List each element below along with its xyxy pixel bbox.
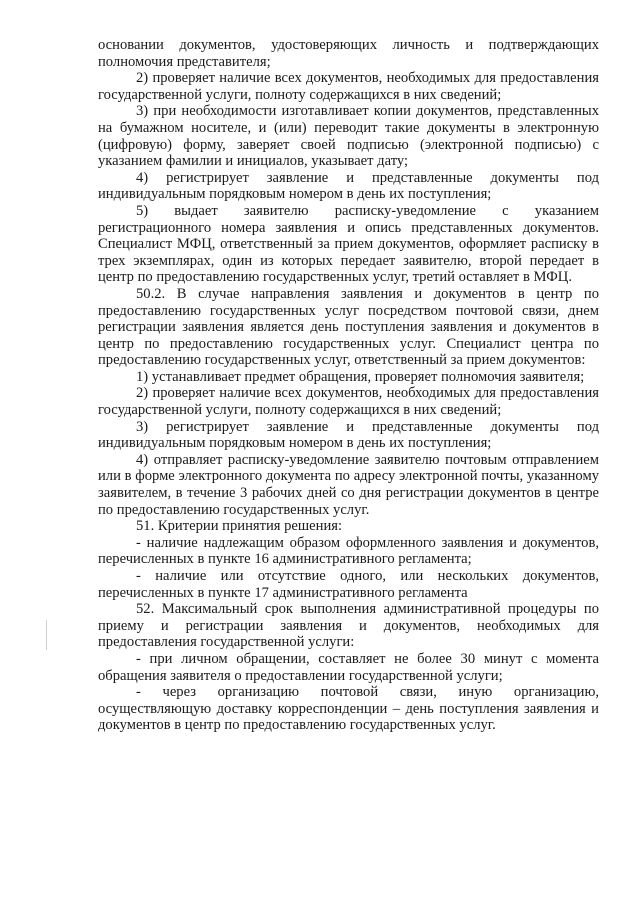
document-page (98, 37, 599, 734)
paragraph-item-4: 4) регистрирует заявление и представленные документы под индивидуальным порядковым номером в день их поступления; (98, 169, 599, 203)
paragraph-50-2: 50.2. В случае направления заявления и документов в центр по предоставлению государственных услуг посредством почтовой связи, днем регистрации заявления является день поступления заявления и документов в центр по предоставлению государственных услуг. Специалист центра по предоставлению государственных услуг, ответственный за прием документов: (98, 285, 599, 369)
paragraph-52-term-1: - при личном обращении, составляет не более 30 минут с момента обращения заявителя о предоставлении государственной услуги; (98, 650, 599, 684)
paragraph-50-2-item-3: 3) регистрирует заявление и представленные документы под индивидуальным порядковым номером в день их поступления; (98, 418, 599, 452)
paragraph-continuation: основании документов, удостоверяющих личность и подтверждающих полномочия представителя; (98, 37, 599, 70)
paragraph-50-2-item-4: 4) отправляет расписку-уведомление заявителю почтовым отправлением или в форме электронного документа по адресу электронной почты, указанному заявителем, в течение 3 рабочих дней со дня регистрации документов в центре по предоставлению государственных услуг. (98, 451, 599, 518)
paragraph-50-2-item-1: 1) устанавливает предмет обращения, проверяет полномочия заявителя; (136, 368, 585, 385)
paragraph-50-2-item-2: 2) проверяет наличие всех документов, необходимых для предоставления государственной услуги, полноту содержащихся в них сведений; (98, 385, 599, 419)
paragraph-52-term-2: - через организацию почтовой связи, иную организацию, осуществляющую доставку корреспонденции – день поступления заявления и документов в центр по предоставлению государственных услуг. (98, 684, 599, 734)
paragraph-item-3: 3) при необходимости изготавливает копии документов, представленных на бумажном носителе, и (или) переводит такие документы в электронную (цифровую) форму, заверяет своей подписью (электронной подписью) с указанием фамилии и инициалов, указывает дату; (98, 103, 599, 170)
paragraph-item-5: 5) выдает заявителю расписку-уведомление с указанием регистрационного номера заявления и опись представленных документов. Специалист МФЦ, ответственный за прием документов, оформляет расписку в трех экземплярах, один из которых передает заявителю, второй передает в центр по предоставлению государственных услуг, третий оставляет в МФЦ. (98, 202, 599, 286)
scan-artifact (46, 620, 47, 650)
paragraph-52: 52. Максимальный срок выполнения административной процедуры по приему и регистрации заявления и документов, необходимых для предоставления государственной услуги: (98, 601, 599, 651)
paragraph-51-heading: 51. Критерии принятия решения: (136, 518, 343, 535)
paragraph-item-2: 2) проверяет наличие всех документов, необходимых для предоставления государственной услуги, полноту содержащихся в них сведений; (98, 70, 599, 103)
paragraph-51-criterion-1: - наличие надлежащим образом оформленного заявления и документов, перечисленных в пункте 16 административного регламента; (98, 534, 599, 568)
paragraph-51-criterion-2: - наличие или отсутствие одного, или нескольких документов, перечисленных в пункте 17 административного регламента (98, 568, 599, 601)
